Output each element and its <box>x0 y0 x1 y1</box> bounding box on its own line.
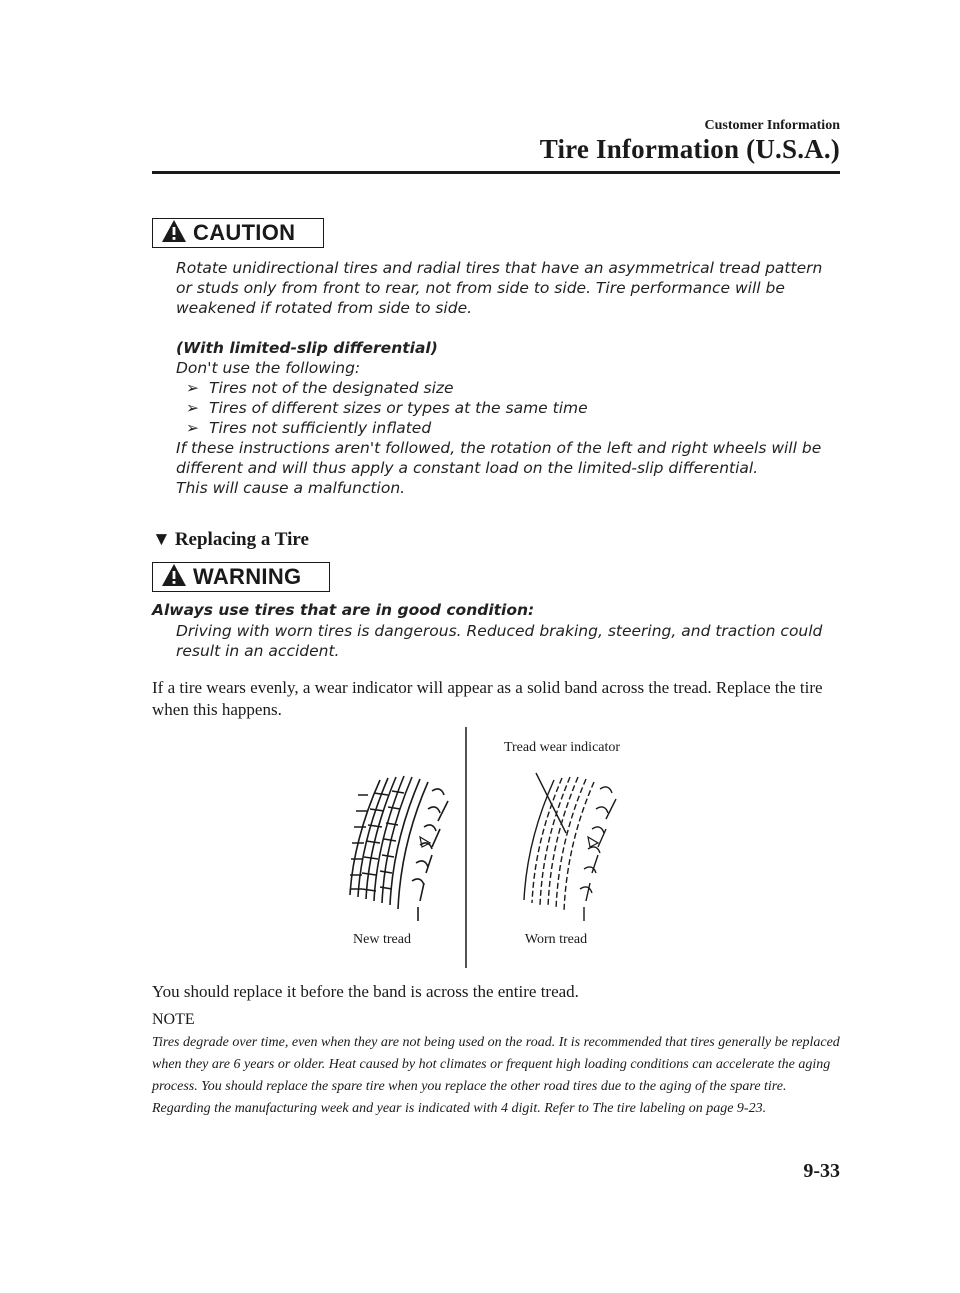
caution-content <box>176 258 836 498</box>
arrow-bullet-icon: ➢ <box>186 399 199 417</box>
arrow-bullet-icon: ➢ <box>186 419 199 437</box>
new-tread-label: New tread <box>353 932 411 947</box>
caution-paragraph: This will cause a malfunction. <box>176 479 406 497</box>
note-text: Tires degrade over time, even when they are not being used on the road. It is recommended that tires generally be replaced when they are 6 years or older. Heat caused by hot climates or frequent high loading conditions can accelerate the aging process. You should replace the spare tire when you replace the other road tires due to the aging of the spare tire. Regarding the manufacturing week and year is indicated with 4 digit. Refer to The tire labeling on page 9-23. <box>152 1035 840 1116</box>
warning-lead: Always use tires that are in good condition: <box>152 601 535 619</box>
caution-intro: Don't use the following: <box>176 359 361 377</box>
list-item: ➢ Tires of different sizes or types at the same time <box>186 399 588 417</box>
tread-wear-indicator-label: Tread wear indicator <box>503 740 621 755</box>
page-title: Tire Information (U.S.A.) <box>539 134 840 164</box>
caution-paragraph: If these instructions aren't followed, the rotation of the left and right wheels will be different and will thus apply a constant load on the limited-slip differential. <box>176 439 822 477</box>
worn-tread-illustration <box>524 773 616 921</box>
caution-condition: (With limited-slip differential) <box>176 339 438 357</box>
section-heading <box>152 529 309 551</box>
tread-wear-figure <box>300 725 680 970</box>
warning-triangle-icon <box>161 219 187 248</box>
caution-bullet-list <box>176 378 836 438</box>
note-label: NOTE <box>152 1011 195 1028</box>
section-title: Replacing a Tire <box>174 529 309 550</box>
page-number: 9-33 <box>803 1160 840 1182</box>
replace-paragraph: You should replace it before the band is across the entire tread. <box>152 982 579 1001</box>
header-section-name: Customer Information <box>704 118 840 133</box>
warning-label: WARNING <box>193 564 302 589</box>
wear-indicator-paragraph: If a tire wears evenly, a wear indicator will appear as a solid band across the tread. Replace the tire when this happens. <box>152 678 823 719</box>
triangle-down-icon: ▼ <box>152 529 171 550</box>
list-item: ➢ Tires not of the designated size <box>186 379 454 397</box>
caution-paragraph: Rotate unidirectional tires and radial tires that have an asymmetrical tread pattern or studs only from front to rear, not from side to side. Tire performance will be weakened if rotated from side to side. <box>176 259 823 317</box>
warning-triangle-icon <box>161 563 187 592</box>
tread-diagram <box>300 725 680 970</box>
warning-badge <box>152 562 330 592</box>
worn-tread-label: Worn tread <box>524 932 588 947</box>
warning-detail: Driving with worn tires is dangerous. Reduced braking, steering, and traction could result in an accident. <box>176 622 823 660</box>
new-tread-illustration <box>350 776 448 921</box>
header-divider <box>152 171 840 174</box>
list-item: ➢ Tires not sufficiently inflated <box>186 419 432 437</box>
arrow-bullet-icon: ➢ <box>186 379 199 397</box>
caution-label: CAUTION <box>193 220 296 245</box>
caution-badge <box>152 218 324 248</box>
